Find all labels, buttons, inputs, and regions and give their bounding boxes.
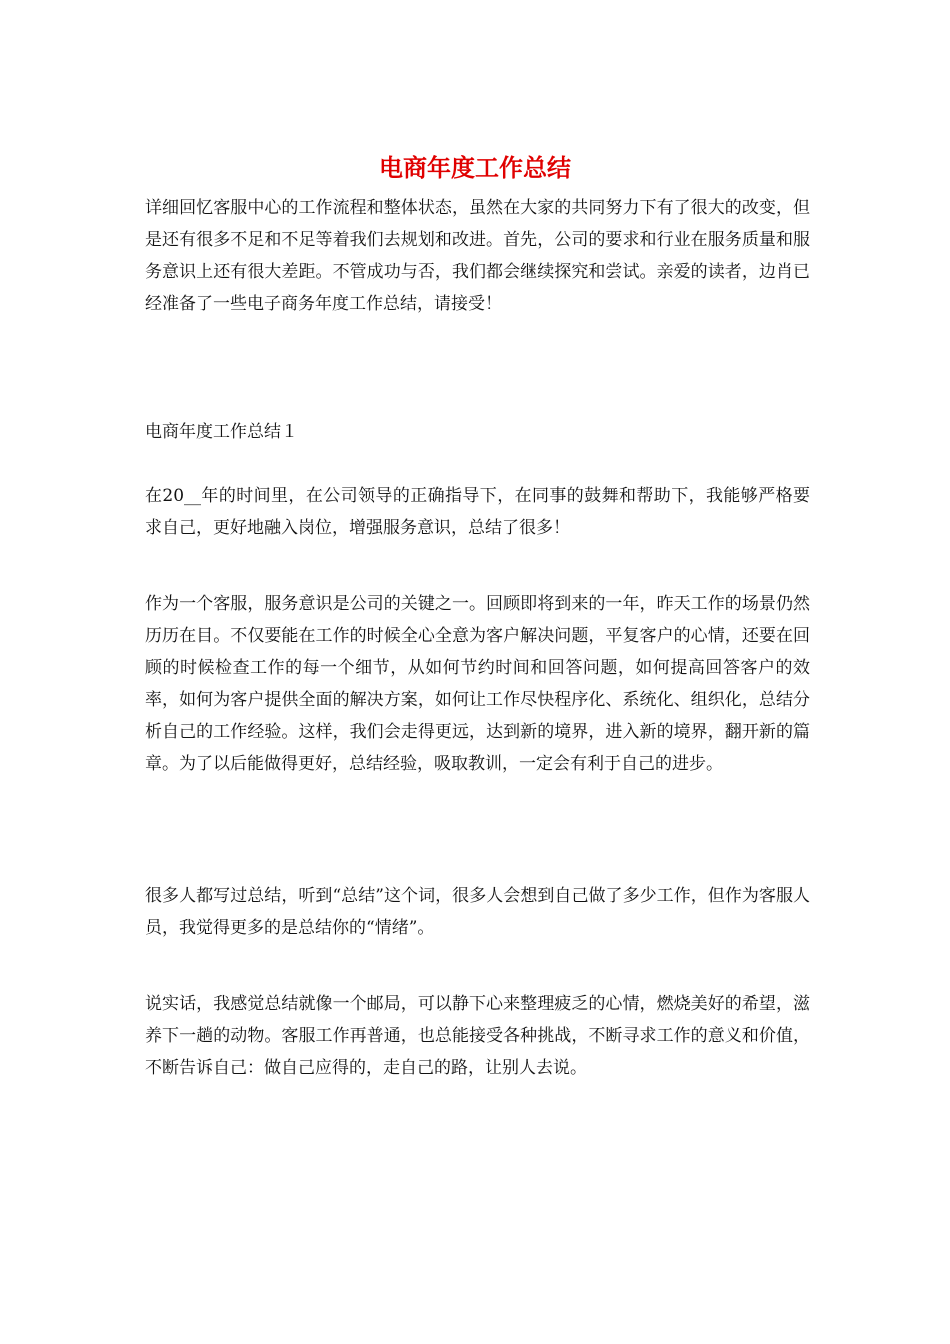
body-paragraph: 作为一个客服，服务意识是公司的关键之一。回顾即将到来的一年，昨天工作的场景仍然历历在目。不仅要能在工作的时候全心全意为客户解决问题，平复客户的心情，还要在回顾的时候检查工作的每一个细节，从如何节约时间和回答问题，如何提高回答客户的效率，如何为客户提供全面的解决方案，如何让工作尽快程序化、系统化、组织化，总结分析自己的工作经验。这样，我们会走得更远，达到新的境界，进入新的境界，翻开新的篇章。为了以后能做得更好，总结经验，吸取教训，一定会有利于自己的进步。 [145,594,810,774]
document-title: 电商年度工作总结 [379,153,571,182]
intro-paragraph: 详细回忆客服中心的工作流程和整体状态，虽然在大家的共同努力下有了很大的改变，但是还有很多不足和不足等着我们去规划和改进。首先，公司的要求和行业在服务质量和服务意识上还有很大差距。不管成功与否，我们都会继续探究和尝试。亲爱的读者，边肖已经准备了一些电子商务年度工作总结，请接受！ [145,198,810,314]
body-paragraph: 很多人都写过总结，听到“总结”这个词，很多人会想到自己做了多少工作，但作为客服人员，我觉得更多的是总结你的“情绪”。 [145,886,810,938]
section-heading: 电商年度工作总结１ [145,422,298,442]
body-paragraph: 说实话，我感觉总结就像一个邮局，可以静下心来整理疲乏的心情，燃烧美好的希望，滋养下一趟的动物。客服工作再普通，也总能接受各种挑战，不断寻求工作的意义和价值，不断告诉自己：做自己应得的，走自己的路，让别人去说。 [145,994,810,1078]
body-paragraph: 在20__年的时间里，在公司领导的正确指导下，在同事的鼓舞和帮助下，我能够严格要求自己，更好地融入岗位，增强服务意识，总结了很多！ [145,486,810,538]
